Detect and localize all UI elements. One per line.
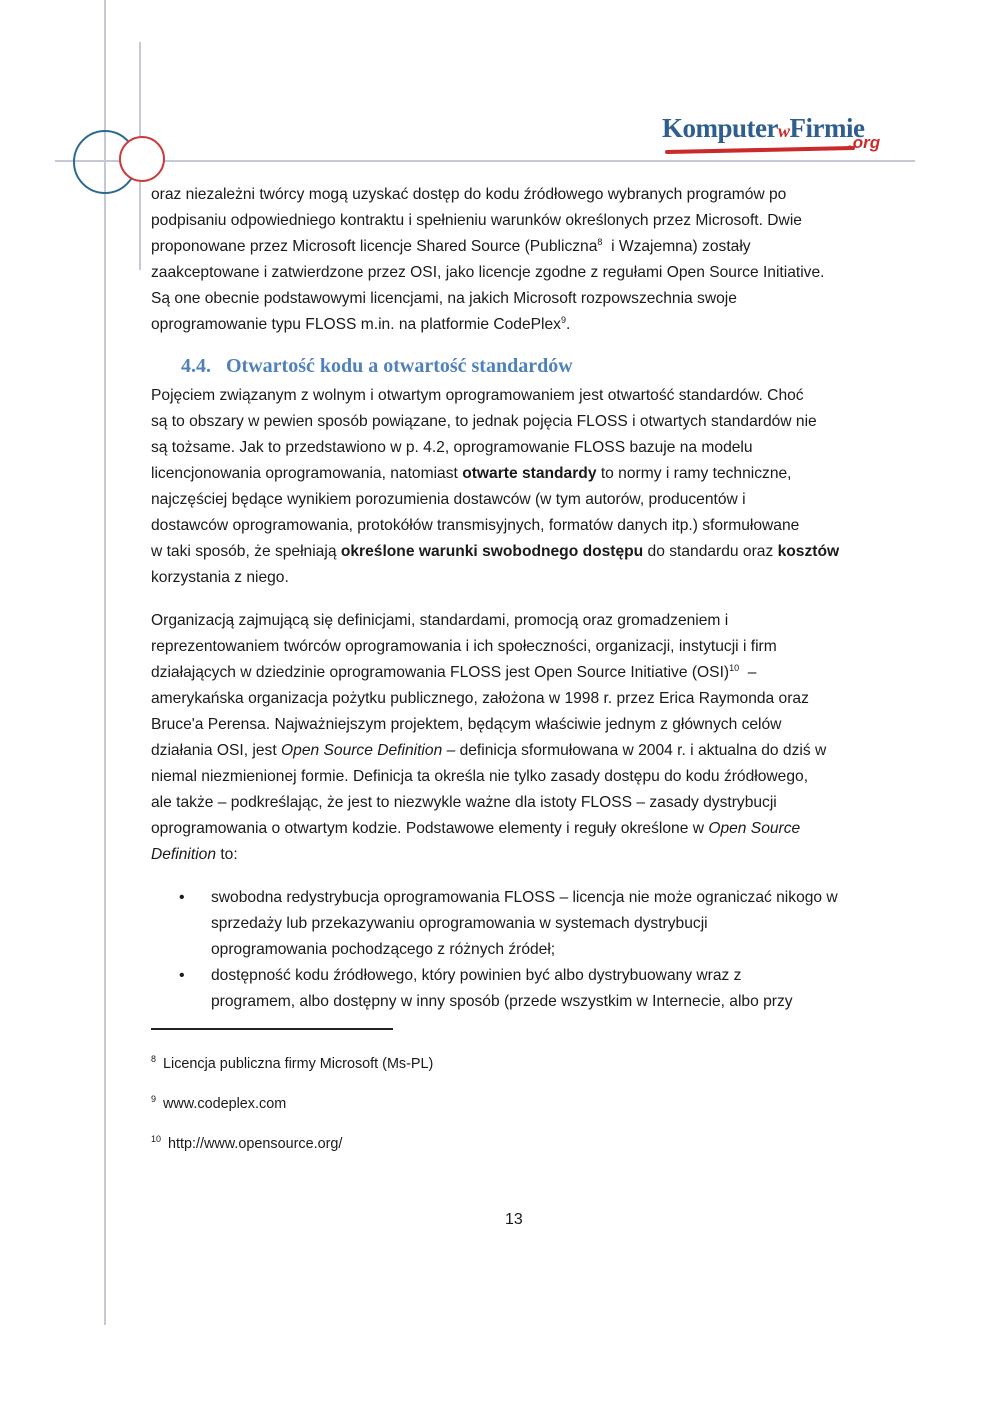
paragraph-open-standards	[151, 383, 839, 591]
section-number: 4.4.	[181, 355, 211, 377]
section-title: Otwartość kodu a otwartość standardów	[226, 355, 573, 377]
text-line: są tożsame. Jak to przedstawiono w p. 4.2, oprogramowanie FLOSS bazuje na modelu	[151, 439, 753, 456]
footnote-10	[151, 1136, 433, 1176]
footnote-8	[151, 1056, 433, 1096]
text-line: licencjonowania oprogramowania, natomiast otwarte standardy to normy i ramy techniczne,	[151, 465, 792, 482]
bold-term: kosztów	[777, 543, 840, 560]
footnote-number: 8	[151, 1054, 157, 1065]
logo-suffix: .org	[848, 133, 881, 152]
footnotes	[151, 1056, 433, 1176]
text-line: ale także – podkreślając, że jest to niezwykle ważne dla istoty FLOSS – zasady dystrybucji	[151, 794, 777, 811]
site-logo	[660, 113, 890, 163]
logo-swoosh-icon	[665, 146, 855, 154]
bullet-list	[151, 885, 838, 1015]
bold-term: określone warunki swobodnego dostępu	[340, 543, 644, 560]
list-item	[151, 963, 838, 1015]
text-line: działających w dziedzinie oprogramowania FLOSS jest Open Source Initiative (OSI)$^{10}$ –	[151, 662, 757, 681]
text-line: amerykańska organizacja pożytku publicznego, założona w 1998 r. przez Erica Raymonda oraz	[151, 690, 809, 707]
text-line: oraz niezależni twórcy mogą uzyskać dostęp do kodu źródłowego wybranych programów po	[151, 186, 787, 203]
footnote-text: Licencja publiczna firmy Microsoft (Ms-PL)	[163, 1056, 434, 1072]
text-line: swobodna redystrybucja oprogramowania FLOSS – licencja nie może ograniczać nikogo w	[211, 889, 838, 906]
footnote-9	[151, 1096, 433, 1136]
list-item	[151, 885, 838, 963]
text-line: Bruce'a Perensa. Najważniejszym projektem, będącym właściwie jednym z głównych celów	[151, 716, 782, 733]
text-line: Definition to:	[151, 846, 238, 863]
text-line: Organizacją zajmującą się definicjami, standardami, promocją oraz gromadzeniem i	[151, 612, 729, 629]
bullet-icon: •	[179, 889, 185, 906]
footnote-ref-10[interactable]: 10	[729, 662, 740, 673]
footnote-link[interactable]: http://www.opensource.org/	[168, 1136, 343, 1152]
text-line: zaakceptowane i zatwierdzone przez OSI, jako licencje zgodne z regułami Open Source Initiative.	[151, 264, 825, 281]
footnote-separator	[151, 1028, 393, 1030]
footnote-link[interactable]: www.codeplex.com	[163, 1096, 287, 1112]
paragraph-osi	[151, 608, 826, 868]
text-line: podpisaniu odpowiedniego kontraktu i spełnieniu warunków określonych przez Microsoft. Dwie	[151, 212, 802, 229]
text-line: oprogramowanie typu FLOSS m.in. na platformie CodePlex$^9$.	[151, 314, 571, 333]
paragraph-intro	[151, 182, 891, 338]
text-line: Pojęciem związanym z wolnym i otwartym oprogramowaniem jest otwartość standardów. Choć	[151, 387, 804, 404]
text-line: programem, albo dostępny w inny sposób (przede wszystkim w Internecie, albo przy	[211, 993, 793, 1010]
footnote-ref-8[interactable]: 8	[597, 236, 603, 247]
text-line: reprezentowaniem twórców oprogramowania i ich społeczności, organizacji, instytucji i firm	[151, 638, 777, 655]
page-number: 13	[505, 1211, 523, 1228]
footnote-ref-9[interactable]: 9	[560, 314, 566, 325]
italic-term: Definition	[151, 846, 217, 863]
text-line: dostępność kodu źródłowego, który powinien być albo dystrybuowany wraz z	[211, 967, 742, 984]
text-line: oprogramowania pochodzącego z różnych źródeł;	[211, 941, 556, 958]
text-line: sprzedaży lub przekazywaniu oprogramowania w systemach dystrybucji	[211, 915, 708, 932]
text-line: Są one obecnie podstawowymi licencjami, na jakich Microsoft rozpowszechnia swoje	[151, 290, 737, 307]
footnote-number: 10	[151, 1134, 162, 1145]
footnote-number: 9	[151, 1094, 157, 1105]
decorative-circle-red-icon	[119, 136, 165, 182]
margin-rule-vertical-outer	[104, 0, 106, 1325]
text-line: dostawców oprogramowania, protokółów transmisyjnych, formatów danych itp.) sformułowane	[151, 517, 800, 534]
text-line: oprogramowania o otwartym kodzie. Podstawowe elementy i reguły określone w Open Source	[151, 820, 801, 837]
text-line: są to obszary w pewien sposób powiązane, to jednak pojęcia FLOSS i otwartych standardów nie	[151, 413, 817, 430]
logo-text: KomputerwFirmie	[662, 113, 865, 143]
text-line: proponowane przez Microsoft licencje Shared Source (Publiczna$^8$ i Wzajemna) zostały	[151, 236, 751, 255]
text-line: działania OSI, jest Open Source Definition – definicja sformułowana w 2004 r. i aktualna do dziś w	[151, 742, 827, 759]
text-line: niemal niezmienionej formie. Definicja ta określa nie tylko zasady dostępu do kodu źródłowego,	[151, 768, 809, 785]
text-line: najczęściej będące wynikiem porozumienia dostawców (w tym autorów, producentów i	[151, 491, 746, 508]
italic-term: Open Source Definition	[281, 742, 443, 759]
text-line: korzystania z niego.	[151, 569, 289, 586]
text-line: w taki sposób, że spełniają określone warunki swobodnego dostępu do standardu oraz kosztów	[151, 543, 840, 560]
bullet-icon: •	[179, 967, 185, 984]
italic-term: Open Source	[708, 820, 801, 837]
bold-term: otwarte standardy	[462, 465, 597, 482]
section-heading	[181, 355, 573, 378]
